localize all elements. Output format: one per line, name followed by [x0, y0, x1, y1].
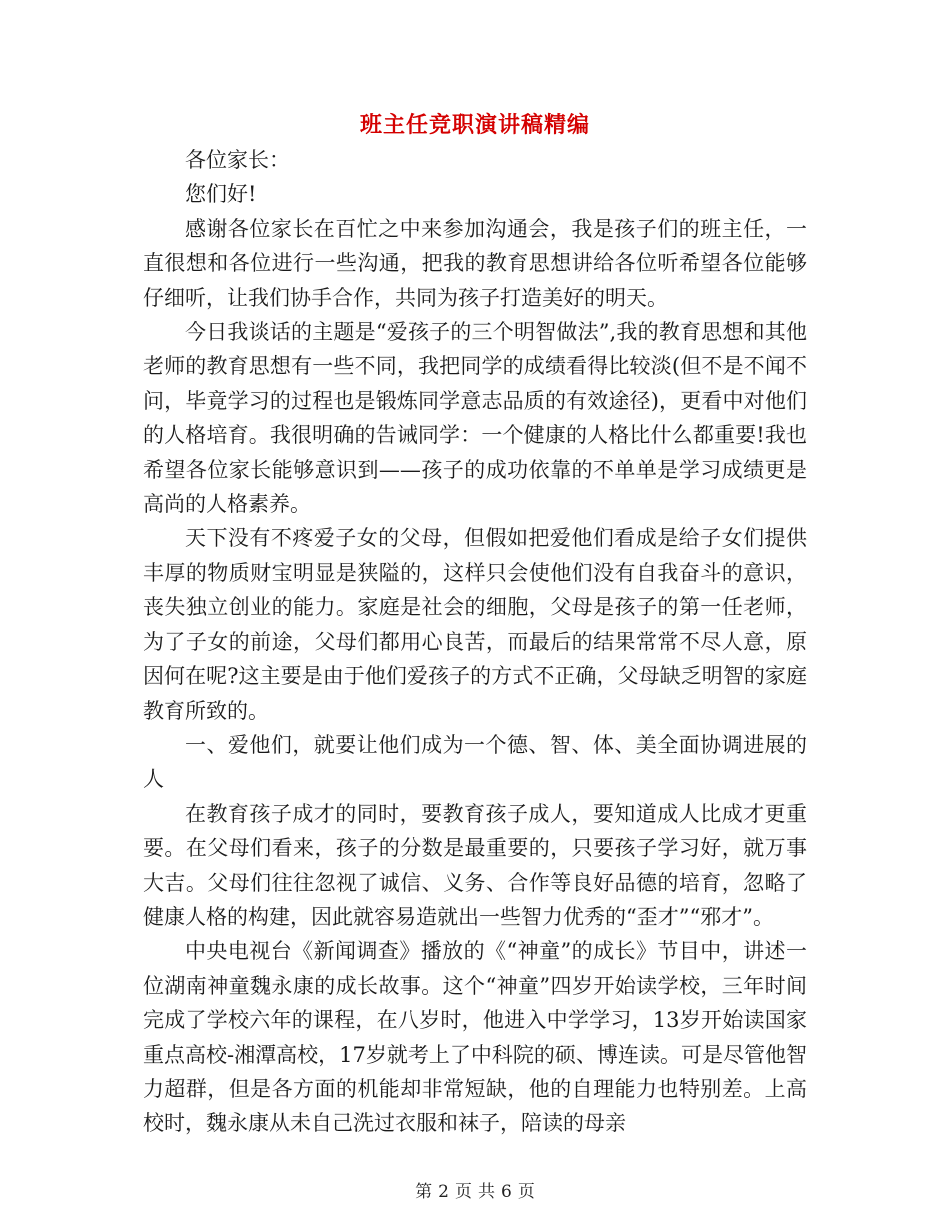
footer-suffix: 页 — [517, 1182, 535, 1202]
greeting: 您们好! — [185, 182, 257, 207]
document-body — [143, 143, 807, 1141]
paragraph-1: 感谢各位家长在百忙之中来参加沟通会，我是孩子们的班主任，一直很想和各位进行一些沟通，把我的教育思想讲给各位听希望各位能够仔细听，让我们协手合作，共同为孩子打造美好的明天。 — [143, 216, 807, 310]
paragraph-2: 今日我谈话的主题是“爱孩子的三个明智做法”,我的教育思想和其他老师的教育思想有一些不同，我把同学的成绩看得比较淡(但不是不闻不问，毕竟学习的过程也是锻炼同学意志品质的有效途径)，更看中对他们的人格培育。我很明确的告诫同学：一个健康的人格比什么都重要!我也希望各位家长能够意识到——孩子的成功依靠的不单单是学习成绩更是高尚的人格素养。 — [143, 320, 807, 517]
footer-current-page: 2 — [438, 1182, 449, 1202]
footer-prefix: 第 — [415, 1182, 433, 1202]
section-heading-1: 一、爱他们，就要让他们成为一个德、智、体、美全面协调进展的人 — [143, 732, 807, 792]
footer-page-word: 页 — [455, 1182, 472, 1202]
page-footer — [0, 1177, 950, 1202]
footer-total-pages: 6 — [501, 1182, 512, 1202]
paragraph-3: 天下没有不疼爱子女的父母，但假如把爱他们看成是给子女们提供丰厚的物质财宝明显是狭隘的，这样只会使他们没有自我奋斗的意识，丧失独立创业的能力。家庭是社会的细胞，父母是孩子的第一任老师，为了子女的前途，父母们都用心良苦，而最后的结果常常不尽人意，原因何在呢?这主要是由于他们爱孩子的方式不正确，父母缺乏明智的家庭教育所致的。 — [143, 526, 807, 723]
document-title: 班主任竞职演讲稿精编 — [359, 112, 590, 138]
footer-total-word: 共 — [478, 1182, 495, 1202]
paragraph-5: 中央电视台《新闻调查》播放的《“神童”的成长》节目中，讲述一位湖南神童魏永康的成长故事。这个“神童”四岁开始读学校，三年时间完成了学校六年的课程，在八岁时，他进入中学学习，13岁开始读国家重点高校-湘潭高校，17岁就考上了中科院的硕、博连读。可是尽管他智力超群，但是各方面的机能却非常短缺，他的自理能力也特别差。上高校时，魏永康从未自己洗过衣服和袜子，陪读的母亲 — [143, 939, 807, 1136]
paragraph-4: 在教育孩子成才的同时，要教育孩子成人，要知道成人比成才更重要。在父母们看来，孩子的分数是最重要的，只要孩子学习好，就万事大吉。父母们往往忽视了诚信、义务、合作等良好品德的培育，忽略了健康人格的构建，因此就容易造就出一些智力优秀的“歪才”“邪才”。 — [143, 801, 807, 929]
salutation: 各位家长： — [185, 148, 290, 172]
